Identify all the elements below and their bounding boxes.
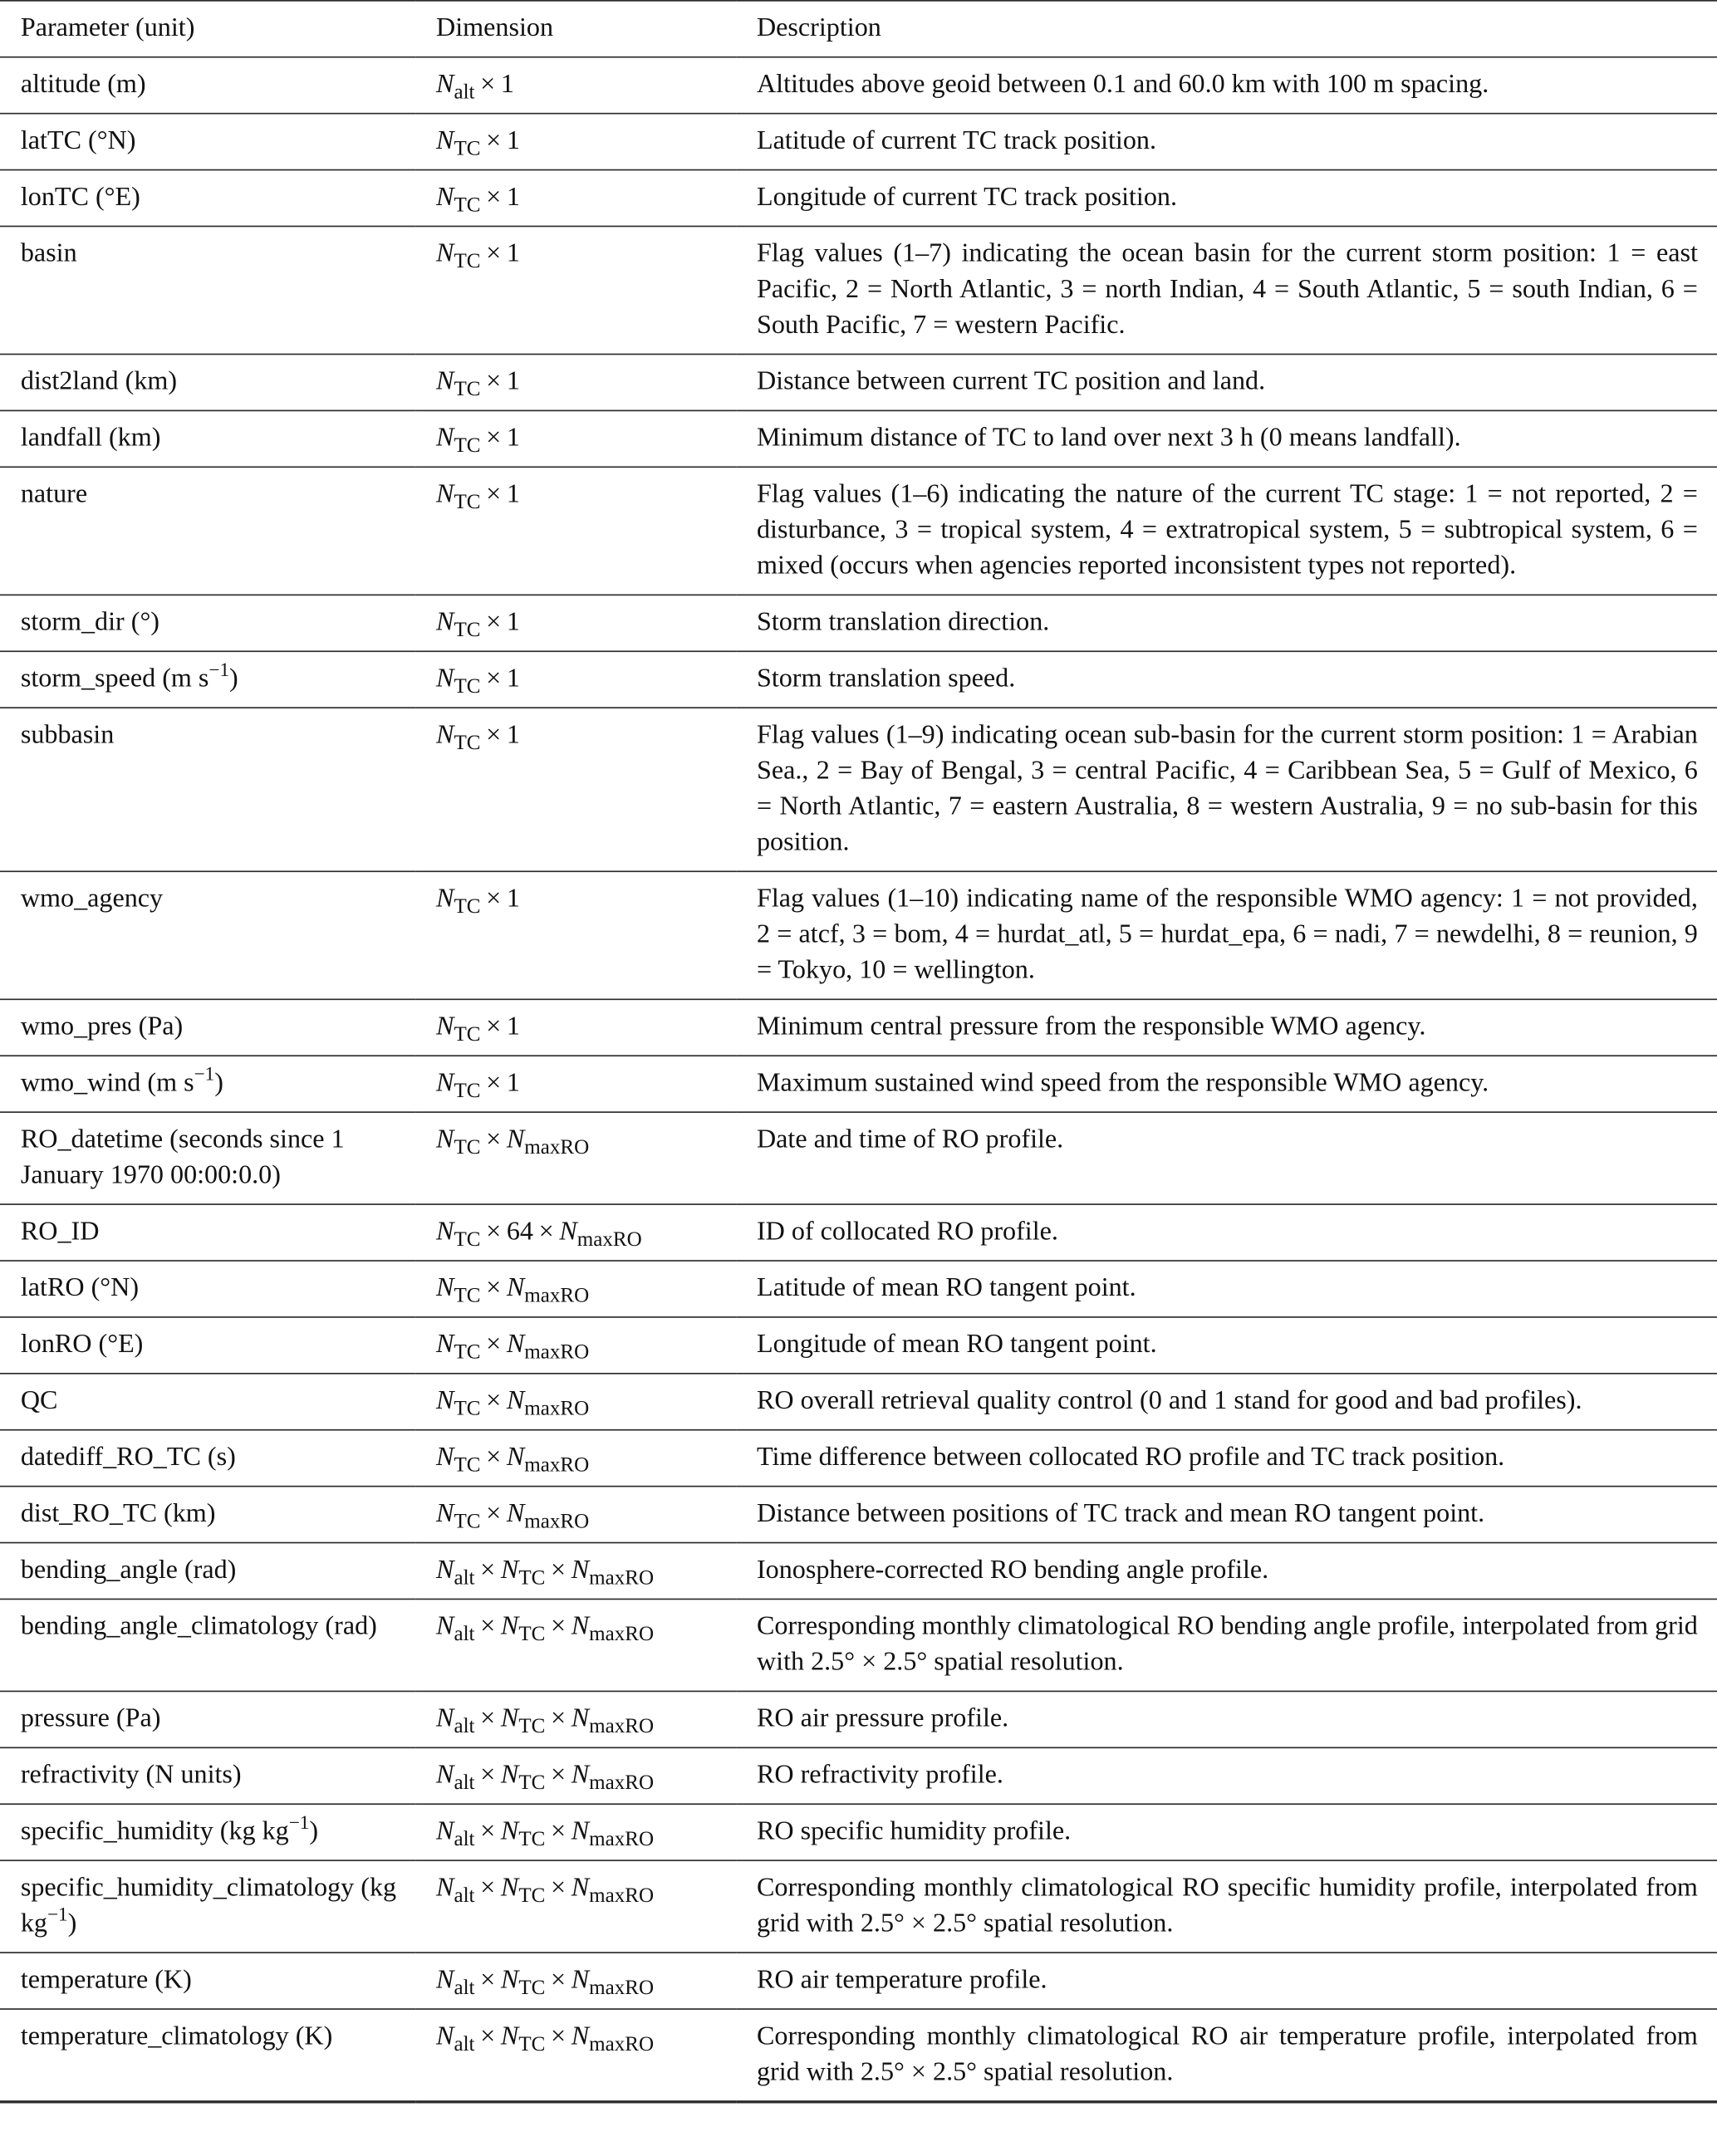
- table-body: [0, 57, 1717, 2102]
- parameter-cell: [0, 1953, 415, 2009]
- dimension-cell: [415, 2009, 736, 2102]
- parameter-name: latRO (°N): [20, 1273, 140, 1303]
- times-operator: ×: [486, 884, 502, 914]
- parameter-cell: [0, 57, 415, 114]
- table-row: [0, 651, 1717, 708]
- parameter-name: bending_angle (rad): [20, 1556, 237, 1585]
- dimension-term: $N_{TC}$: [436, 424, 481, 458]
- table-row: [0, 999, 1717, 1056]
- parameter-name: lonRO (°E): [20, 1330, 144, 1360]
- times-operator: ×: [486, 664, 502, 693]
- parameter-cell: [0, 1204, 415, 1261]
- description-cell: Maximum sustained wind speed from the responsible WMO agency.: [736, 1056, 1717, 1112]
- dimension-term: 64: [506, 1217, 533, 1247]
- description-cell: Flag values (1–7) indicating the ocean basin for the current storm position: 1 = east Pacific, 2 = North Atlantic, 3 = north Indian, 4 = South Atlantic, 5 = south Indian, 6 = South Pacific, 7 = western Pacific.: [736, 226, 1717, 354]
- dimension-term: $N_{TC}$: [436, 884, 481, 919]
- parameter-cell: [0, 1691, 415, 1747]
- dimension-term: $N_{TC}$: [436, 1386, 481, 1421]
- table-row: [0, 354, 1717, 410]
- parameter-cell: [0, 2009, 415, 2102]
- times-operator: ×: [486, 1499, 502, 1529]
- parameter-cell: [0, 354, 415, 410]
- parameter-cell: [0, 1430, 415, 1487]
- times-operator: ×: [550, 1556, 567, 1585]
- parameter-cell: [0, 999, 415, 1056]
- parameter-cell: [0, 1056, 415, 1112]
- parameter-name: latTC (°N): [20, 126, 136, 156]
- dimension-term: $N_{TC}$: [500, 1704, 546, 1738]
- dimension-cell: [415, 1599, 736, 1691]
- dimension-term: $N_{TC}$: [436, 480, 481, 514]
- times-operator: ×: [550, 1816, 567, 1846]
- table-row: [0, 226, 1717, 354]
- dimension-cell: [415, 708, 736, 871]
- times-operator: ×: [538, 1217, 554, 1247]
- dimension-term: $N_{maxRO}$: [506, 1273, 590, 1308]
- parameter-name: dist_RO_TC (km): [20, 1499, 216, 1529]
- table-row: [0, 1112, 1717, 1204]
- dimension-cell: [415, 999, 736, 1056]
- unit-close: ): [229, 664, 238, 693]
- dimension-term: $N_{maxRO}$: [506, 1443, 590, 1477]
- times-operator: ×: [486, 1068, 502, 1098]
- dimension-term: $N_{TC}$: [500, 1816, 546, 1851]
- parameter-name: QC: [20, 1386, 58, 1416]
- dimension-term: $N_{maxRO}$: [571, 1873, 655, 1908]
- parameter-cell: [0, 1374, 415, 1430]
- dimension-term: $N_{maxRO}$: [506, 1125, 590, 1159]
- dimension-cell: [415, 1317, 736, 1374]
- dimension-term: $N_{alt}$: [436, 1556, 475, 1590]
- dimension-term: 1: [506, 1068, 520, 1098]
- header-dimension: Dimension: [415, 1, 736, 57]
- dimension-term: $N_{maxRO}$: [506, 1499, 590, 1533]
- table-row: [0, 2009, 1717, 2102]
- times-operator: ×: [486, 1386, 502, 1416]
- parameter-name: wmo_pres (Pa): [20, 1012, 184, 1041]
- description-cell: Minimum central pressure from the responsible WMO agency.: [736, 999, 1717, 1056]
- dimension-term: $N_{maxRO}$: [571, 2021, 655, 2056]
- dimension-term: 1: [506, 720, 520, 750]
- unit-exponent: −1: [47, 1905, 68, 1927]
- description-cell: Longitude of mean RO tangent point.: [736, 1317, 1717, 1374]
- dimension-cell: [415, 57, 736, 114]
- table-row: [0, 1747, 1717, 1804]
- description-cell: Date and time of RO profile.: [736, 1112, 1717, 1204]
- dimension-term: $N_{maxRO}$: [506, 1330, 590, 1365]
- dimension-term: $N_{TC}$: [436, 183, 481, 217]
- parameter-name: wmo_wind (m s: [20, 1068, 194, 1098]
- dimension-term: $N_{TC}$: [500, 1556, 546, 1590]
- table-row: [0, 1804, 1717, 1860]
- parameter-name: basin: [20, 239, 77, 268]
- description-cell: RO specific humidity profile.: [736, 1804, 1717, 1860]
- dimension-cell: [415, 226, 736, 354]
- times-operator: ×: [486, 239, 502, 268]
- unit-exponent: −1: [288, 1813, 310, 1835]
- dimension-term: $N_{alt}$: [436, 1965, 475, 2000]
- table-row: [0, 1374, 1717, 1430]
- description-cell: RO overall retrieval quality control (0 and 1 stand for good and bad profiles).: [736, 1374, 1717, 1430]
- times-operator: ×: [550, 1761, 567, 1790]
- dimension-term: $N_{TC}$: [436, 1443, 481, 1477]
- dimension-cell: [415, 410, 736, 467]
- table-header-row: [0, 1, 1717, 57]
- dimension-term: $N_{maxRO}$: [571, 1612, 655, 1646]
- times-operator: ×: [480, 1816, 496, 1846]
- parameter-name: lonTC (°E): [20, 183, 140, 213]
- dimension-term: $N_{maxRO}$: [571, 1965, 655, 2000]
- dimension-term: $N_{alt}$: [436, 1612, 475, 1646]
- description-cell: ID of collocated RO profile.: [736, 1204, 1717, 1261]
- table-row: [0, 871, 1717, 999]
- dimension-cell: [415, 1112, 736, 1204]
- parameter-name: altitude (m): [20, 70, 146, 100]
- dimension-term: 1: [506, 239, 520, 268]
- dimension-cell: [415, 1430, 736, 1487]
- description-cell: Flag values (1–6) indicating the nature of the current TC stage: 1 = not reported, 2 = disturbance, 3 = tropical system, 4 = extratropical system, 5 = subtropical system, 6 = mixed (occurs when agencies reported inconsistent types not reported).: [736, 467, 1717, 595]
- description-cell: Flag values (1–10) indicating name of the responsible WMO agency: 1 = not provided, 2 = atcf, 3 = bom, 4 = hurdat_atl, 5 = hurdat_epa, 6 = nadi, 7 = newdelhi, 8 = reunion, 9 = Tokyo, 10 = wellington.: [736, 871, 1717, 999]
- description-cell: Distance between current TC position and land.: [736, 354, 1717, 410]
- description-cell: Corresponding monthly climatological RO bending angle profile, interpolated from grid with 2.5° × 2.5° spatial resolution.: [736, 1599, 1717, 1691]
- dimension-term: $N_{TC}$: [500, 1761, 546, 1795]
- table-row: [0, 1599, 1717, 1691]
- times-operator: ×: [480, 70, 496, 100]
- times-operator: ×: [550, 1704, 567, 1733]
- dimension-term: $N_{TC}$: [500, 1873, 546, 1908]
- dimension-cell: [415, 1056, 736, 1112]
- description-cell: Longitude of current TC track position.: [736, 170, 1717, 227]
- dimension-term: 1: [506, 424, 520, 453]
- dimension-term: $N_{TC}$: [436, 1012, 481, 1046]
- parameter-name: temperature_climatology (K): [20, 2021, 333, 2051]
- times-operator: ×: [550, 1965, 567, 1995]
- unit-close: ): [67, 1909, 77, 1938]
- dimension-term: $N_{TC}$: [436, 1499, 481, 1533]
- parameter-name: subbasin: [20, 720, 115, 750]
- parameter-cell: [0, 410, 415, 467]
- times-operator: ×: [486, 424, 502, 453]
- dimension-term: $N_{TC}$: [436, 126, 481, 161]
- parameter-name: storm_speed (m s: [20, 664, 209, 693]
- description-cell: Storm translation speed.: [736, 651, 1717, 708]
- dimension-cell: [415, 1860, 736, 1953]
- dimension-term: 1: [506, 367, 520, 397]
- dimension-term: $N_{alt}$: [436, 2021, 475, 2056]
- table-row: [0, 1317, 1717, 1374]
- table-row: [0, 467, 1717, 595]
- table-row: [0, 410, 1717, 467]
- dimension-term: $N_{maxRO}$: [571, 1761, 655, 1795]
- dimension-cell: [415, 354, 736, 410]
- times-operator: ×: [486, 480, 502, 509]
- parameter-cell: [0, 1487, 415, 1543]
- times-operator: ×: [550, 1873, 567, 1903]
- dimension-term: $N_{TC}$: [436, 239, 481, 273]
- dimension-term: $N_{maxRO}$: [506, 1386, 590, 1421]
- times-operator: ×: [486, 126, 502, 156]
- dimension-cell: [415, 1374, 736, 1430]
- table-row: [0, 1860, 1717, 1953]
- table-row: [0, 1261, 1717, 1317]
- description-cell: Corresponding monthly climatological RO air temperature profile, interpolated from grid with 2.5° × 2.5° spatial resolution.: [736, 2009, 1717, 2102]
- dimension-term: $N_{TC}$: [436, 1273, 481, 1308]
- times-operator: ×: [486, 1443, 502, 1472]
- parameter-cell: [0, 1317, 415, 1374]
- unit-exponent: −1: [194, 1065, 215, 1086]
- parameter-cell: [0, 226, 415, 354]
- dimension-term: $N_{TC}$: [436, 608, 481, 642]
- dimension-term: 1: [500, 70, 514, 100]
- description-cell: RO refractivity profile.: [736, 1747, 1717, 1804]
- parameter-name: specific_humidity_climatology (kg kg: [20, 1873, 397, 1938]
- parameter-name: wmo_agency: [20, 884, 164, 914]
- dimension-cell: [415, 1204, 736, 1261]
- description-cell: Ionosphere-corrected RO bending angle profile.: [736, 1543, 1717, 1600]
- parameter-name: RO_ID: [20, 1217, 100, 1247]
- table-row: [0, 1953, 1717, 2009]
- dimension-term: 1: [506, 608, 520, 637]
- unit-exponent: −1: [208, 660, 230, 682]
- table-row: [0, 1691, 1717, 1747]
- dimension-term: 1: [506, 664, 520, 693]
- description-cell: Distance between positions of TC track and mean RO tangent point.: [736, 1487, 1717, 1543]
- dimension-cell: [415, 651, 736, 708]
- dimension-term: $N_{TC}$: [436, 1068, 481, 1103]
- table-row: [0, 170, 1717, 227]
- times-operator: ×: [486, 1217, 502, 1247]
- description-cell: RO air temperature profile.: [736, 1953, 1717, 2009]
- times-operator: ×: [480, 1704, 496, 1733]
- unit-close: ): [214, 1068, 223, 1098]
- times-operator: ×: [550, 1612, 567, 1641]
- table-row: [0, 708, 1717, 871]
- dimension-term: $N_{maxRO}$: [571, 1704, 655, 1738]
- dimension-term: $N_{TC}$: [436, 664, 481, 698]
- parameter-name: temperature (K): [20, 1965, 192, 1995]
- dimension-cell: [415, 1487, 736, 1543]
- dimension-term: $N_{maxRO}$: [559, 1217, 642, 1252]
- unit-close: ): [309, 1816, 319, 1846]
- dimension-term: $N_{TC}$: [436, 720, 481, 755]
- parameter-cell: [0, 1599, 415, 1691]
- table-row: [0, 1543, 1717, 1600]
- times-operator: ×: [486, 1125, 502, 1154]
- description-cell: Storm translation direction.: [736, 595, 1717, 651]
- description-cell: Altitudes above geoid between 0.1 and 60.0 km with 100 m spacing.: [736, 57, 1717, 114]
- dimension-term: $N_{maxRO}$: [571, 1816, 655, 1851]
- times-operator: ×: [480, 1965, 496, 1995]
- dimension-term: $N_{TC}$: [436, 1217, 481, 1252]
- times-operator: ×: [486, 1012, 502, 1041]
- header-description: Description: [736, 1, 1717, 57]
- dimension-term: $N_{TC}$: [500, 1965, 546, 2000]
- dimension-term: $N_{TC}$: [436, 367, 481, 401]
- times-operator: ×: [486, 1273, 502, 1303]
- times-operator: ×: [480, 1873, 496, 1903]
- header-parameter: Parameter (unit): [0, 1, 415, 57]
- description-cell: Time difference between collocated RO profile and TC track position.: [736, 1430, 1717, 1487]
- parameter-name: bending_angle_climatology (rad): [20, 1612, 377, 1641]
- times-operator: ×: [480, 1556, 496, 1585]
- parameter-cell: [0, 595, 415, 651]
- dimension-term: $N_{alt}$: [436, 1816, 475, 1851]
- dimension-term: $N_{alt}$: [436, 70, 475, 105]
- dimension-term: $N_{TC}$: [436, 1330, 481, 1365]
- parameter-cell: [0, 1804, 415, 1860]
- parameter-cell: [0, 651, 415, 708]
- parameter-name: nature: [20, 480, 88, 509]
- parameter-name: storm_dir (°): [20, 608, 160, 637]
- times-operator: ×: [486, 183, 502, 213]
- parameter-cell: [0, 708, 415, 871]
- times-operator: ×: [486, 720, 502, 750]
- parameter-cell: [0, 1860, 415, 1953]
- description-cell: Latitude of current TC track position.: [736, 114, 1717, 170]
- dimension-term: 1: [506, 884, 520, 914]
- description-cell: Minimum distance of TC to land over next 3 h (0 means landfall).: [736, 410, 1717, 467]
- dimension-term: $N_{alt}$: [436, 1761, 475, 1795]
- dimension-term: 1: [506, 1012, 520, 1041]
- description-cell: Flag values (1–9) indicating ocean sub-basin for the current storm position: 1 = Arabian Sea., 2 = Bay of Bengal, 3 = central Pacific, 4 = Caribbean Sea, 5 = Gulf of Mexico, 6 = North Atlantic, 7 = eastern Australia, 8 = western Australia, 9 = no sub-basin for this position.: [736, 708, 1717, 871]
- parameter-name: datediff_RO_TC (s): [20, 1443, 236, 1472]
- dimension-cell: [415, 1691, 736, 1747]
- table-row: [0, 1056, 1717, 1112]
- dimension-cell: [415, 595, 736, 651]
- dimension-term: $N_{TC}$: [500, 1612, 546, 1646]
- dimension-cell: [415, 1747, 736, 1804]
- parameter-name: specific_humidity (kg kg: [20, 1816, 289, 1846]
- parameter-cell: [0, 114, 415, 170]
- parameter-name: refractivity (N units): [20, 1761, 242, 1790]
- description-cell: Corresponding monthly climatological RO specific humidity profile, interpolated from grid with 2.5° × 2.5° spatial resolution.: [736, 1860, 1717, 1953]
- table-row: [0, 57, 1717, 114]
- times-operator: ×: [486, 367, 502, 397]
- dimension-cell: [415, 1261, 736, 1317]
- parameter-cell: [0, 467, 415, 595]
- description-cell: Latitude of mean RO tangent point.: [736, 1261, 1717, 1317]
- parameter-name: landfall (km): [20, 424, 161, 453]
- dimension-term: 1: [506, 480, 520, 509]
- table-row: [0, 1430, 1717, 1487]
- table-row: [0, 1204, 1717, 1261]
- table-row: [0, 114, 1717, 170]
- dimension-cell: [415, 467, 736, 595]
- dimension-cell: [415, 114, 736, 170]
- parameter-name: RO_datetime (seconds since 1 January 1970 00:00:0.0): [20, 1125, 345, 1190]
- dimension-term: $N_{TC}$: [436, 1125, 481, 1159]
- dimension-cell: [415, 1953, 736, 2009]
- parameter-cell: [0, 871, 415, 999]
- dimension-cell: [415, 1543, 736, 1600]
- times-operator: ×: [486, 608, 502, 637]
- dimension-cell: [415, 1804, 736, 1860]
- parameter-cell: [0, 1543, 415, 1600]
- times-operator: ×: [480, 1612, 496, 1641]
- parameter-name: pressure (Pa): [20, 1704, 161, 1733]
- times-operator: ×: [480, 1761, 496, 1790]
- parameter-cell: [0, 1112, 415, 1204]
- parameter-cell: [0, 1261, 415, 1317]
- dimension-cell: [415, 170, 736, 227]
- table-row: [0, 1487, 1717, 1543]
- description-cell: RO air pressure profile.: [736, 1691, 1717, 1747]
- parameter-name: dist2land (km): [20, 367, 178, 397]
- times-operator: ×: [480, 2021, 496, 2051]
- dimension-term: 1: [506, 183, 520, 213]
- parameter-cell: [0, 1747, 415, 1804]
- dimension-term: $N_{maxRO}$: [571, 1556, 655, 1590]
- table-row: [0, 595, 1717, 651]
- times-operator: ×: [550, 2021, 567, 2051]
- parameter-cell: [0, 170, 415, 227]
- times-operator: ×: [486, 1330, 502, 1360]
- dimension-term: $N_{alt}$: [436, 1704, 475, 1738]
- dimension-term: 1: [506, 126, 520, 156]
- dimension-term: $N_{TC}$: [500, 2021, 546, 2056]
- dimension-term: $N_{alt}$: [436, 1873, 475, 1908]
- dimension-cell: [415, 871, 736, 999]
